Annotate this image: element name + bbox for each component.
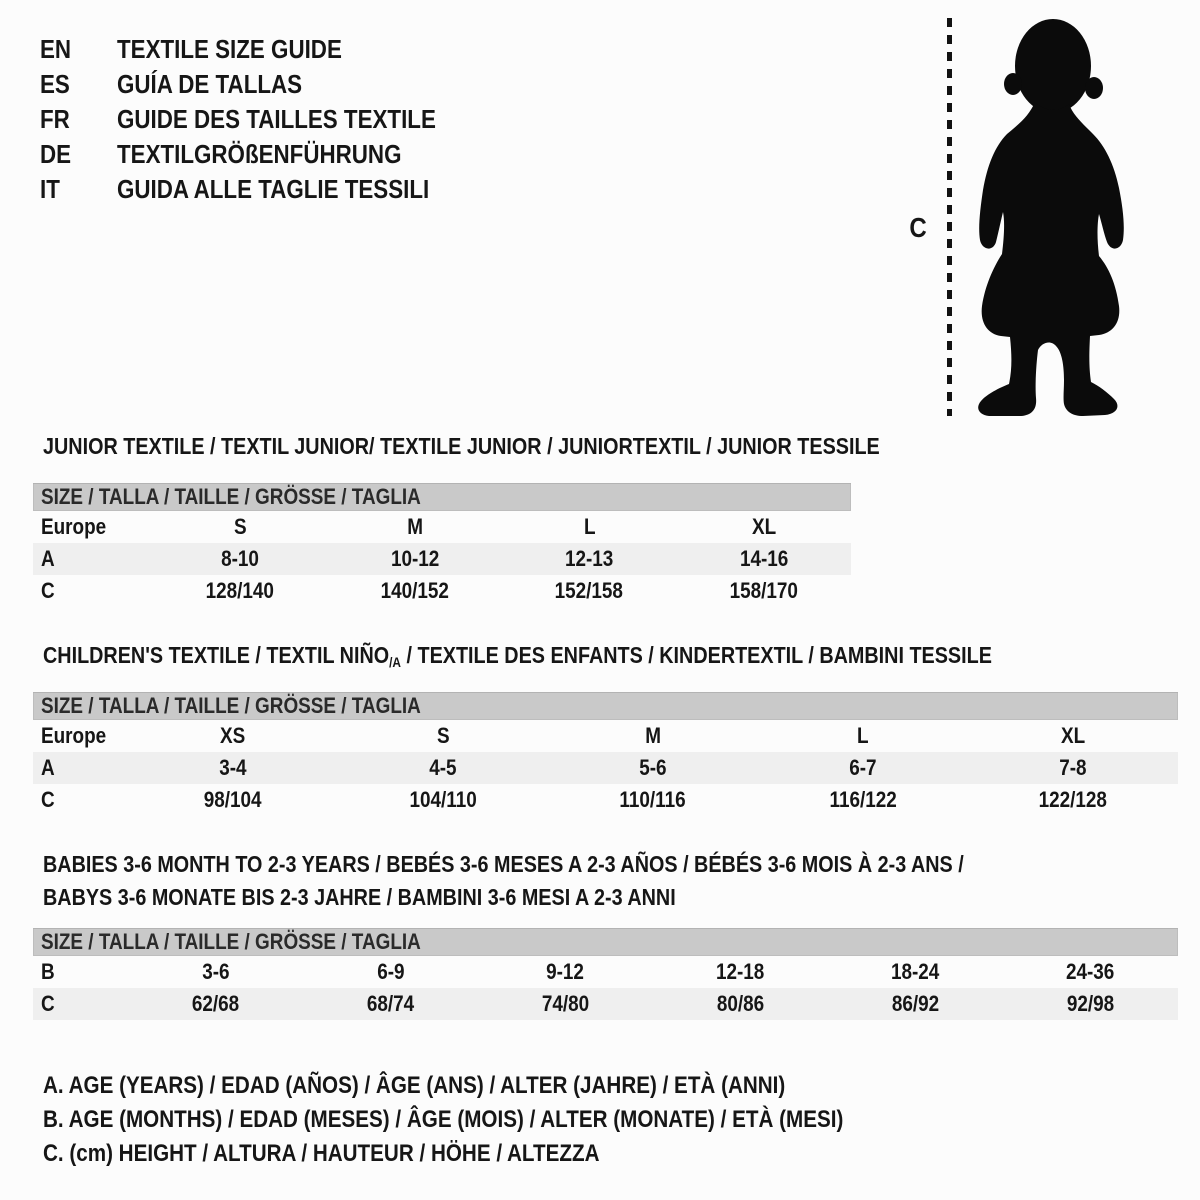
table-row xyxy=(33,511,851,543)
lang-row-fr xyxy=(40,102,488,137)
age-value: 7-8 xyxy=(1059,755,1087,780)
lang-row-es xyxy=(40,67,488,102)
height-value: 86/92 xyxy=(891,991,940,1016)
height-value: 80/86 xyxy=(716,991,765,1016)
lang-row-en xyxy=(40,32,488,67)
lang-row-de xyxy=(40,137,488,172)
legend-line-a: A. AGE (YEARS) / EDAD (AÑOS) / ÂGE (ANS) / ALTER (JAHRE) / ETÀ (ANNI) xyxy=(43,1072,786,1099)
height-value: 98/104 xyxy=(204,787,262,812)
babies-table-header: SIZE / TALLA / TAILLE / GRÖSSE / TAGLIA xyxy=(33,928,1178,956)
row-label: Europe xyxy=(41,514,107,539)
age-value: 12-13 xyxy=(565,546,614,571)
lang-title-de: TEXTILGRÖßENFÜHRUNG xyxy=(117,139,402,169)
nino-a-subscript: /A xyxy=(389,655,402,671)
row-label: C xyxy=(41,578,55,603)
height-value: 122/128 xyxy=(1038,787,1108,812)
age-value: 3-6 xyxy=(201,959,230,984)
lang-row-it xyxy=(40,172,488,207)
language-title-list xyxy=(40,32,488,207)
table-row xyxy=(33,575,851,607)
table-row xyxy=(33,720,1178,752)
age-value: 6-7 xyxy=(849,755,877,780)
height-value: 110/116 xyxy=(619,787,687,812)
table-row xyxy=(33,988,1178,1020)
table-row xyxy=(33,752,1178,784)
size-value: M xyxy=(406,514,423,539)
legend-line-c: C. (cm) HEIGHT / ALTURA / HAUTEUR / HÖHE / ALTEZZA xyxy=(43,1140,600,1167)
row-label: A xyxy=(41,546,55,571)
age-value: 4-5 xyxy=(429,755,457,780)
age-value: 8-10 xyxy=(221,546,260,571)
babies-size-table xyxy=(33,928,1178,1020)
row-label: C xyxy=(41,991,55,1016)
row-label: B xyxy=(41,959,55,984)
lang-code-fr: FR xyxy=(40,104,70,134)
row-label: A xyxy=(41,755,55,780)
junior-table-header: SIZE / TALLA / TAILLE / GRÖSSE / TAGLIA xyxy=(33,483,851,511)
height-value: 68/74 xyxy=(366,991,415,1016)
size-value: XS xyxy=(220,723,246,748)
toddler-silhouette xyxy=(963,14,1139,422)
height-value: 74/80 xyxy=(541,991,590,1016)
height-value: 104/110 xyxy=(409,787,477,812)
children-size-table xyxy=(33,692,1178,816)
legend-line-b: B. AGE (MONTHS) / EDAD (MESES) / ÂGE (MOIS) / ALTER (MONATE) / ETÀ (MESI) xyxy=(43,1106,844,1133)
table-row xyxy=(33,543,851,575)
size-value: XL xyxy=(751,514,776,539)
age-value: 14-16 xyxy=(739,546,788,571)
height-measure-label: C xyxy=(909,212,927,243)
lang-code-en: EN xyxy=(40,34,72,64)
age-value: 6-9 xyxy=(376,959,405,984)
age-value: 10-12 xyxy=(390,546,439,571)
lang-title-en: TEXTILE SIZE GUIDE xyxy=(117,34,342,64)
size-value: L xyxy=(583,514,596,539)
size-value: S xyxy=(233,514,247,539)
height-dashed-line xyxy=(947,18,952,416)
row-label: Europe xyxy=(41,723,107,748)
lang-code-es: ES xyxy=(40,69,70,99)
size-value: M xyxy=(645,723,661,748)
height-value: 92/98 xyxy=(1066,991,1115,1016)
size-value: S xyxy=(436,723,450,748)
height-value: 128/140 xyxy=(206,578,275,603)
size-value: L xyxy=(857,723,869,748)
lang-code-it: IT xyxy=(40,174,60,204)
table-row xyxy=(33,956,1178,988)
junior-section-title: JUNIOR TEXTILE / TEXTIL JUNIOR/ TEXTILE JUNIOR / JUNIORTEXTIL / JUNIOR TESSILE xyxy=(43,433,880,459)
lang-code-de: DE xyxy=(40,139,72,169)
table-row xyxy=(33,784,1178,816)
lang-title-it: GUIDA ALLE TAGLIE TESSILI xyxy=(117,174,430,204)
height-value: 116/122 xyxy=(829,787,897,812)
age-value: 12-18 xyxy=(716,959,765,984)
row-label: C xyxy=(41,787,55,812)
children-section-title: CHILDREN'S TEXTILE / TEXTIL NIÑO/A / TEXTILE DES ENFANTS / KINDERTEXTIL / BAMBINI TESSILE xyxy=(43,642,992,671)
age-value: 3-4 xyxy=(219,755,247,780)
age-value: 9-12 xyxy=(546,959,585,984)
age-value: 5-6 xyxy=(639,755,667,780)
height-value: 62/68 xyxy=(191,991,240,1016)
measurement-legend xyxy=(43,1069,974,1171)
height-value: 158/170 xyxy=(729,578,798,603)
children-table-header: SIZE / TALLA / TAILLE / GRÖSSE / TAGLIA xyxy=(33,692,1178,720)
babies-section-title-line2: BABYS 3-6 MONATE BIS 2-3 JAHRE / BAMBINI 3-6 MESI A 2-3 ANNI xyxy=(43,884,676,910)
age-value: 24-36 xyxy=(1066,959,1115,984)
babies-section-title-line1: BABIES 3-6 MONTH TO 2-3 YEARS / BEBÉS 3-6 MESES A 2-3 AÑOS / BÉBÉS 3-6 MOIS À 2-3 ANS / xyxy=(43,851,964,877)
height-value: 140/152 xyxy=(380,578,449,603)
lang-title-fr: GUIDE DES TAILLES TEXTILE xyxy=(117,104,436,134)
height-value: 152/158 xyxy=(555,578,624,603)
lang-title-es: GUÍA DE TALLAS xyxy=(117,69,303,99)
size-value: XL xyxy=(1060,723,1086,748)
junior-size-table xyxy=(33,483,851,607)
age-value: 18-24 xyxy=(891,959,940,984)
